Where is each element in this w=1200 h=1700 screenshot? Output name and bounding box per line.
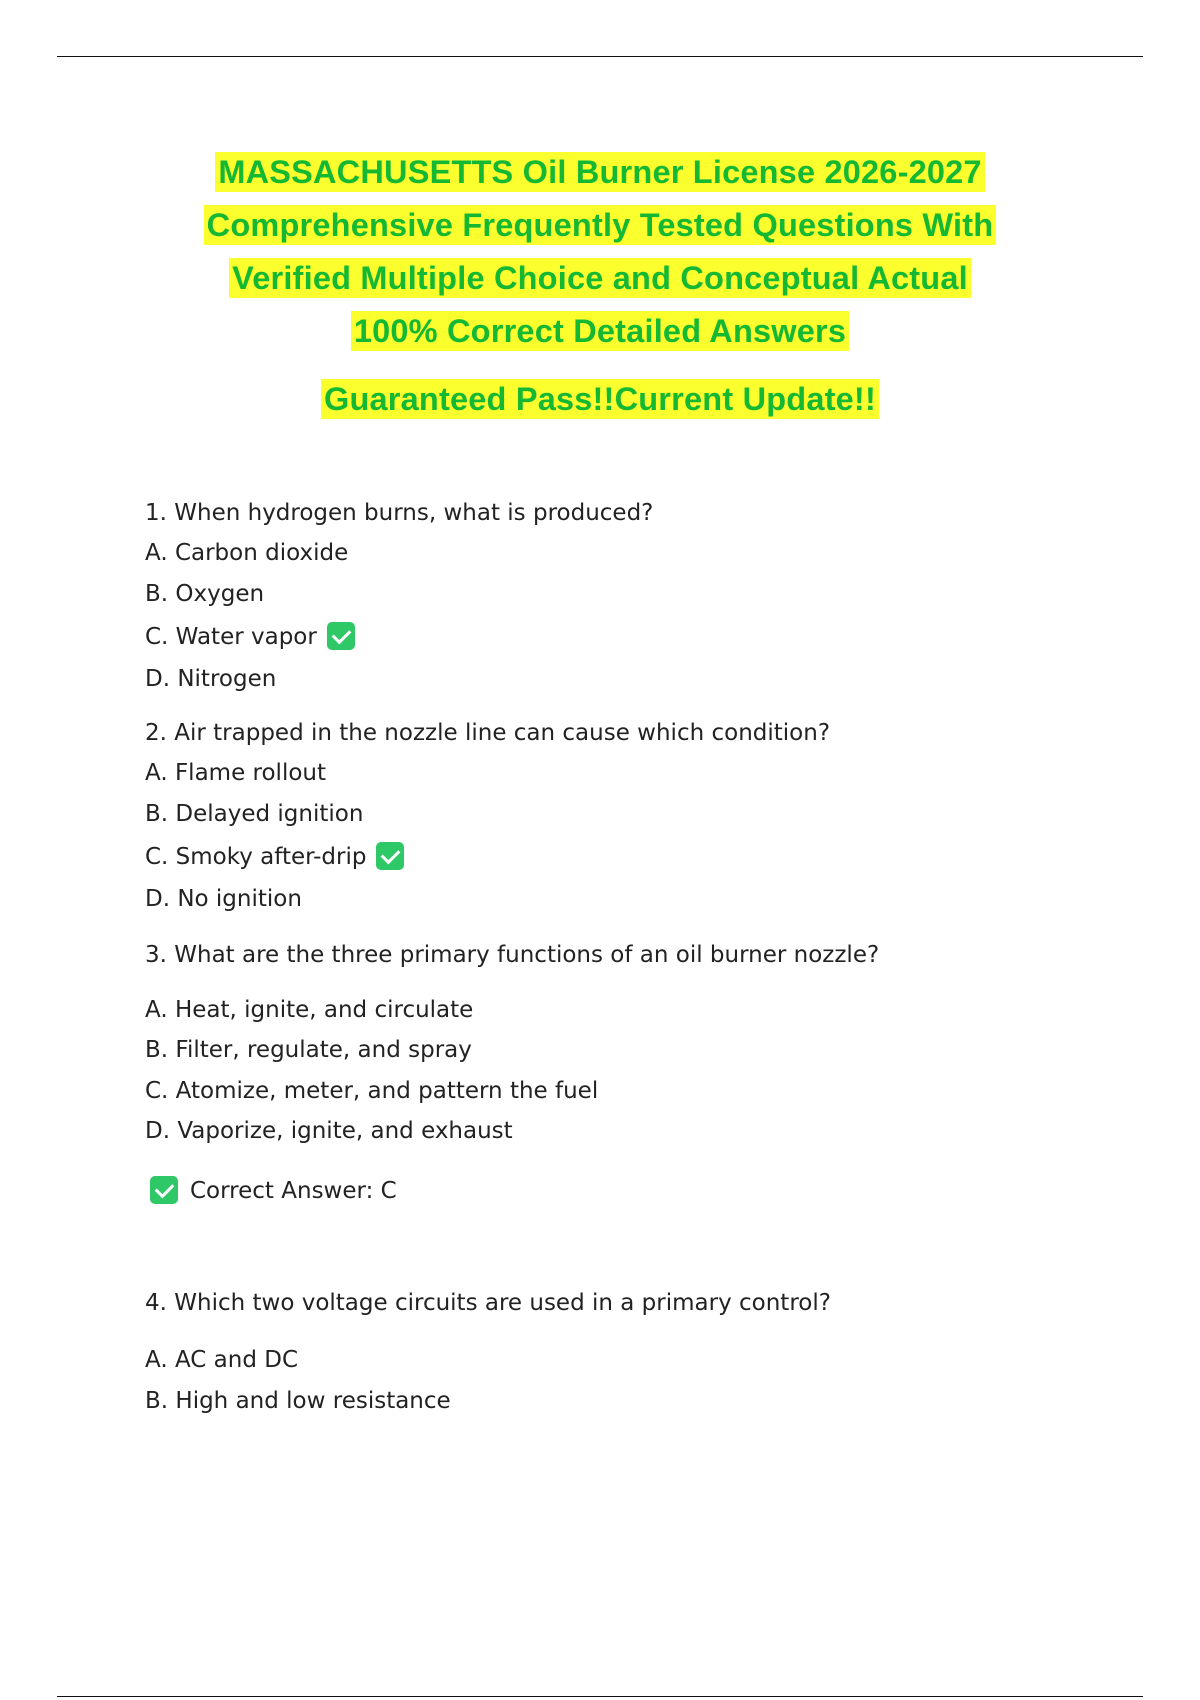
check-box-icon	[150, 1176, 178, 1204]
question-4-option-a: A. AC and DC	[145, 1347, 299, 1373]
question-3: 3. What are the three primary functions of an oil burner nozzle?	[145, 942, 880, 968]
title-line-2: Comprehensive Frequently Tested Questions With	[60, 199, 1140, 252]
question-3-option-a: A. Heat, ignite, and circulate	[145, 997, 474, 1023]
question-3-correct-answer: Correct Answer: C	[145, 1176, 397, 1206]
question-2-option-a: A. Flame rollout	[145, 760, 327, 786]
question-2-option-d: D. No ignition	[145, 886, 302, 912]
bottom-rule	[57, 1696, 1143, 1697]
title-line-4: 100% Correct Detailed Answers	[60, 305, 1140, 358]
document-title	[60, 146, 1140, 426]
question-1-option-a: A. Carbon dioxide	[145, 540, 349, 566]
question-3-option-c: C. Atomize, meter, and pattern the fuel	[145, 1078, 599, 1104]
title-line-1: MASSACHUSETTS Oil Burner License 2026-2027	[60, 146, 1140, 199]
question-4-option-b: B. High and low resistance	[145, 1388, 451, 1414]
question-4: 4. Which two voltage circuits are used in a primary control?	[145, 1290, 831, 1316]
check-box-icon	[376, 842, 404, 870]
question-1: 1. When hydrogen burns, what is produced?	[145, 500, 654, 526]
question-1-option-b: B. Oxygen	[145, 581, 265, 607]
question-2-option-b: B. Delayed ignition	[145, 801, 364, 827]
top-rule	[57, 56, 1143, 57]
question-2: 2. Air trapped in the nozzle line can cause which condition?	[145, 720, 831, 746]
question-3-option-b: B. Filter, regulate, and spray	[145, 1037, 472, 1063]
check-box-icon	[327, 622, 355, 650]
question-1-option-c: C. Water vapor	[145, 622, 355, 652]
title-subline: Guaranteed Pass!!Current Update!!	[60, 373, 1140, 426]
question-3-option-d: D. Vaporize, ignite, and exhaust	[145, 1118, 513, 1144]
question-1-option-d: D. Nitrogen	[145, 666, 277, 692]
title-line-3: Verified Multiple Choice and Conceptual Actual	[60, 252, 1140, 305]
question-2-option-c: C. Smoky after-drip	[145, 842, 404, 872]
